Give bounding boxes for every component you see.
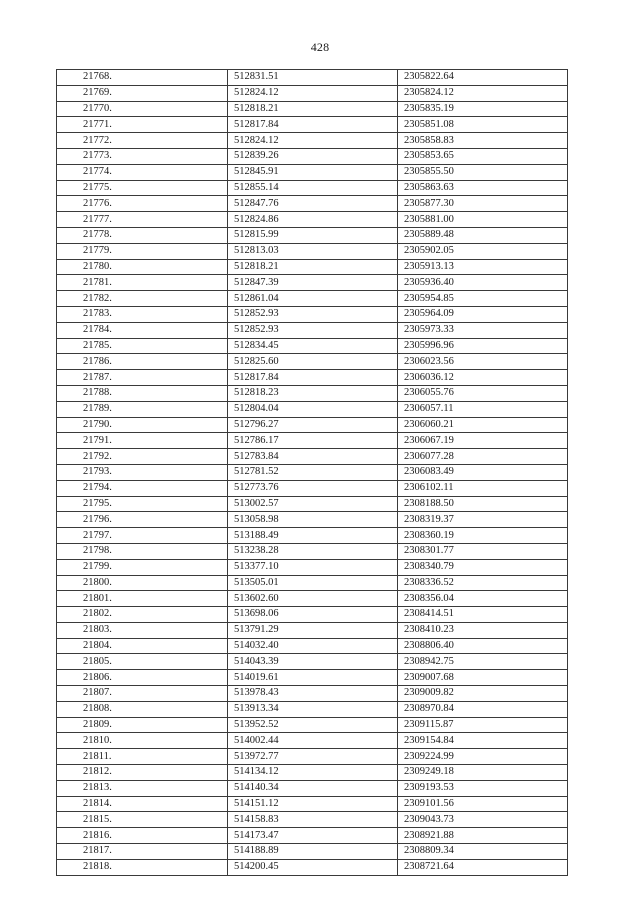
- table-row: [57, 780, 568, 796]
- point-number-cell: 21768.: [57, 70, 228, 86]
- x-coordinate-cell: 512847.76: [228, 196, 398, 212]
- y-coordinate-cell: 2308301.77: [398, 543, 568, 559]
- x-coordinate-cell: 512804.04: [228, 401, 398, 417]
- point-number-cell: 21776.: [57, 196, 228, 212]
- y-coordinate-cell: 2309007.68: [398, 670, 568, 686]
- point-number-cell: 21804.: [57, 638, 228, 654]
- x-coordinate-cell: 514032.40: [228, 638, 398, 654]
- x-coordinate-cell: 513188.49: [228, 528, 398, 544]
- x-coordinate-cell: 512824.86: [228, 212, 398, 228]
- point-number-cell: 21803.: [57, 622, 228, 638]
- y-coordinate-cell: 2305902.05: [398, 243, 568, 259]
- point-number-cell: 21773.: [57, 148, 228, 164]
- x-coordinate-cell: 514173.47: [228, 828, 398, 844]
- y-coordinate-cell: 2305913.13: [398, 259, 568, 275]
- y-coordinate-cell: 2306060.21: [398, 417, 568, 433]
- x-coordinate-cell: 512824.12: [228, 85, 398, 101]
- point-number-cell: 21799.: [57, 559, 228, 575]
- y-coordinate-cell: 2308414.51: [398, 607, 568, 623]
- y-coordinate-cell: 2306023.56: [398, 354, 568, 370]
- table-row: [57, 686, 568, 702]
- table-row: [57, 654, 568, 670]
- x-coordinate-cell: 513602.60: [228, 591, 398, 607]
- table-row: [57, 401, 568, 417]
- point-number-cell: 21779.: [57, 243, 228, 259]
- point-number-cell: 21815.: [57, 812, 228, 828]
- point-number-cell: 21769.: [57, 85, 228, 101]
- table-row: [57, 528, 568, 544]
- y-coordinate-cell: 2305889.48: [398, 227, 568, 243]
- y-coordinate-cell: 2305996.96: [398, 338, 568, 354]
- point-number-cell: 21807.: [57, 686, 228, 702]
- y-coordinate-cell: 2309009.82: [398, 686, 568, 702]
- table-row: [57, 417, 568, 433]
- point-number-cell: 21788.: [57, 385, 228, 401]
- table-row: [57, 543, 568, 559]
- point-number-cell: 21800.: [57, 575, 228, 591]
- y-coordinate-cell: 2306102.11: [398, 480, 568, 496]
- table-row: [57, 812, 568, 828]
- point-number-cell: 21778.: [57, 227, 228, 243]
- table-row: [57, 607, 568, 623]
- point-number-cell: 21796.: [57, 512, 228, 528]
- point-number-cell: 21805.: [57, 654, 228, 670]
- y-coordinate-cell: 2308319.37: [398, 512, 568, 528]
- y-coordinate-cell: 2308340.79: [398, 559, 568, 575]
- y-coordinate-cell: 2305881.00: [398, 212, 568, 228]
- point-number-cell: 21802.: [57, 607, 228, 623]
- x-coordinate-cell: 512852.93: [228, 306, 398, 322]
- y-coordinate-cell: 2306055.76: [398, 385, 568, 401]
- point-number-cell: 21812.: [57, 765, 228, 781]
- y-coordinate-cell: 2309115.87: [398, 717, 568, 733]
- y-coordinate-cell: 2305954.85: [398, 291, 568, 307]
- x-coordinate-cell: 514158.83: [228, 812, 398, 828]
- x-coordinate-cell: 514188.89: [228, 844, 398, 860]
- x-coordinate-cell: 514200.45: [228, 859, 398, 875]
- x-coordinate-cell: 514151.12: [228, 796, 398, 812]
- point-number-cell: 21798.: [57, 543, 228, 559]
- table-row: [57, 859, 568, 875]
- x-coordinate-cell: 512817.84: [228, 117, 398, 133]
- point-number-cell: 21789.: [57, 401, 228, 417]
- y-coordinate-cell: 2305964.09: [398, 306, 568, 322]
- table-row: [57, 701, 568, 717]
- table-row: [57, 828, 568, 844]
- table-row: [57, 622, 568, 638]
- x-coordinate-cell: 512834.45: [228, 338, 398, 354]
- x-coordinate-cell: 512855.14: [228, 180, 398, 196]
- y-coordinate-cell: 2309224.99: [398, 749, 568, 765]
- x-coordinate-cell: 513952.52: [228, 717, 398, 733]
- table-row: [57, 227, 568, 243]
- y-coordinate-cell: 2305936.40: [398, 275, 568, 291]
- x-coordinate-cell: 513972.77: [228, 749, 398, 765]
- table-row: [57, 291, 568, 307]
- y-coordinate-cell: 2308721.64: [398, 859, 568, 875]
- y-coordinate-cell: 2306077.28: [398, 449, 568, 465]
- table-row: [57, 844, 568, 860]
- x-coordinate-cell: 513002.57: [228, 496, 398, 512]
- y-coordinate-cell: 2305853.65: [398, 148, 568, 164]
- table-row: [57, 575, 568, 591]
- y-coordinate-cell: 2306067.19: [398, 433, 568, 449]
- table-row: [57, 275, 568, 291]
- point-number-cell: 21780.: [57, 259, 228, 275]
- y-coordinate-cell: 2305877.30: [398, 196, 568, 212]
- point-number-cell: 21771.: [57, 117, 228, 133]
- x-coordinate-cell: 513058.98: [228, 512, 398, 528]
- y-coordinate-cell: 2308336.52: [398, 575, 568, 591]
- point-number-cell: 21782.: [57, 291, 228, 307]
- y-coordinate-cell: 2306083.49: [398, 464, 568, 480]
- point-number-cell: 21801.: [57, 591, 228, 607]
- table-row: [57, 354, 568, 370]
- x-coordinate-cell: 514140.34: [228, 780, 398, 796]
- x-coordinate-cell: 513505.01: [228, 575, 398, 591]
- table-row: [57, 449, 568, 465]
- table-row: [57, 512, 568, 528]
- x-coordinate-cell: 512813.03: [228, 243, 398, 259]
- point-number-cell: 21791.: [57, 433, 228, 449]
- table-row: [57, 133, 568, 149]
- y-coordinate-cell: 2305824.12: [398, 85, 568, 101]
- y-coordinate-cell: 2308806.40: [398, 638, 568, 654]
- y-coordinate-cell: 2306057.11: [398, 401, 568, 417]
- point-number-cell: 21785.: [57, 338, 228, 354]
- y-coordinate-cell: 2305973.33: [398, 322, 568, 338]
- y-coordinate-cell: 2309043.73: [398, 812, 568, 828]
- point-number-cell: 21783.: [57, 306, 228, 322]
- point-number-cell: 21817.: [57, 844, 228, 860]
- point-number-cell: 21813.: [57, 780, 228, 796]
- table-row: [57, 749, 568, 765]
- table-row: [57, 480, 568, 496]
- point-number-cell: 21810.: [57, 733, 228, 749]
- y-coordinate-cell: 2305822.64: [398, 70, 568, 86]
- x-coordinate-cell: 514043.39: [228, 654, 398, 670]
- point-number-cell: 21818.: [57, 859, 228, 875]
- table-row: [57, 433, 568, 449]
- table-row: [57, 717, 568, 733]
- table-row: [57, 591, 568, 607]
- x-coordinate-cell: 513913.34: [228, 701, 398, 717]
- point-number-cell: 21770.: [57, 101, 228, 117]
- x-coordinate-cell: 512839.26: [228, 148, 398, 164]
- x-coordinate-cell: 513791.29: [228, 622, 398, 638]
- x-coordinate-cell: 512825.60: [228, 354, 398, 370]
- point-number-cell: 21781.: [57, 275, 228, 291]
- x-coordinate-cell: 513377.10: [228, 559, 398, 575]
- point-number-cell: 21814.: [57, 796, 228, 812]
- x-coordinate-cell: 512818.21: [228, 259, 398, 275]
- x-coordinate-cell: 512783.84: [228, 449, 398, 465]
- table-row: [57, 196, 568, 212]
- point-number-cell: 21811.: [57, 749, 228, 765]
- table-row: [57, 306, 568, 322]
- point-number-cell: 21797.: [57, 528, 228, 544]
- table-row: [57, 70, 568, 86]
- x-coordinate-cell: 512786.17: [228, 433, 398, 449]
- x-coordinate-cell: 514019.61: [228, 670, 398, 686]
- point-number-cell: 21775.: [57, 180, 228, 196]
- point-number-cell: 21806.: [57, 670, 228, 686]
- x-coordinate-cell: 513238.28: [228, 543, 398, 559]
- x-coordinate-cell: 512845.91: [228, 164, 398, 180]
- x-coordinate-cell: 512831.51: [228, 70, 398, 86]
- y-coordinate-cell: 2305863.63: [398, 180, 568, 196]
- y-coordinate-cell: 2306036.12: [398, 370, 568, 386]
- y-coordinate-cell: 2305851.08: [398, 117, 568, 133]
- y-coordinate-cell: 2305835.19: [398, 101, 568, 117]
- table-row: [57, 85, 568, 101]
- table-row: [57, 243, 568, 259]
- y-coordinate-cell: 2305858.83: [398, 133, 568, 149]
- x-coordinate-cell: 514134.12: [228, 765, 398, 781]
- coordinates-table-body: [57, 70, 568, 876]
- y-coordinate-cell: 2309101.56: [398, 796, 568, 812]
- x-coordinate-cell: 513698.06: [228, 607, 398, 623]
- y-coordinate-cell: 2308942.75: [398, 654, 568, 670]
- table-row: [57, 148, 568, 164]
- point-number-cell: 21794.: [57, 480, 228, 496]
- point-number-cell: 21808.: [57, 701, 228, 717]
- point-number-cell: 21809.: [57, 717, 228, 733]
- y-coordinate-cell: 2308970.84: [398, 701, 568, 717]
- y-coordinate-cell: 2309249.18: [398, 765, 568, 781]
- table-row: [57, 164, 568, 180]
- x-coordinate-cell: 513978.43: [228, 686, 398, 702]
- x-coordinate-cell: 512818.21: [228, 101, 398, 117]
- coordinates-table: [56, 69, 568, 876]
- point-number-cell: 21777.: [57, 212, 228, 228]
- x-coordinate-cell: 512773.76: [228, 480, 398, 496]
- table-row: [57, 496, 568, 512]
- table-row: [57, 796, 568, 812]
- y-coordinate-cell: 2308921.88: [398, 828, 568, 844]
- table-row: [57, 180, 568, 196]
- table-row: [57, 670, 568, 686]
- y-coordinate-cell: 2305855.50: [398, 164, 568, 180]
- point-number-cell: 21787.: [57, 370, 228, 386]
- x-coordinate-cell: 512824.12: [228, 133, 398, 149]
- table-row: [57, 338, 568, 354]
- table-row: [57, 322, 568, 338]
- table-row: [57, 259, 568, 275]
- point-number-cell: 21793.: [57, 464, 228, 480]
- point-number-cell: 21795.: [57, 496, 228, 512]
- table-row: [57, 101, 568, 117]
- point-number-cell: 21786.: [57, 354, 228, 370]
- y-coordinate-cell: 2308410.23: [398, 622, 568, 638]
- y-coordinate-cell: 2308356.04: [398, 591, 568, 607]
- table-row: [57, 638, 568, 654]
- table-row: [57, 733, 568, 749]
- y-coordinate-cell: 2308360.19: [398, 528, 568, 544]
- page-number: 428: [310, 40, 330, 54]
- point-number-cell: 21784.: [57, 322, 228, 338]
- point-number-cell: 21792.: [57, 449, 228, 465]
- table-row: [57, 370, 568, 386]
- y-coordinate-cell: 2309193.53: [398, 780, 568, 796]
- x-coordinate-cell: 512852.93: [228, 322, 398, 338]
- point-number-cell: 21790.: [57, 417, 228, 433]
- y-coordinate-cell: 2308809.34: [398, 844, 568, 860]
- point-number-cell: 21772.: [57, 133, 228, 149]
- point-number-cell: 21816.: [57, 828, 228, 844]
- table-row: [57, 464, 568, 480]
- x-coordinate-cell: 512796.27: [228, 417, 398, 433]
- table-row: [57, 212, 568, 228]
- y-coordinate-cell: 2309154.84: [398, 733, 568, 749]
- point-number-cell: 21774.: [57, 164, 228, 180]
- table-row: [57, 765, 568, 781]
- y-coordinate-cell: 2308188.50: [398, 496, 568, 512]
- x-coordinate-cell: 514002.44: [228, 733, 398, 749]
- x-coordinate-cell: 512818.23: [228, 385, 398, 401]
- x-coordinate-cell: 512817.84: [228, 370, 398, 386]
- x-coordinate-cell: 512847.39: [228, 275, 398, 291]
- x-coordinate-cell: 512815.99: [228, 227, 398, 243]
- table-row: [57, 559, 568, 575]
- table-row: [57, 117, 568, 133]
- x-coordinate-cell: 512861.04: [228, 291, 398, 307]
- x-coordinate-cell: 512781.52: [228, 464, 398, 480]
- table-row: [57, 385, 568, 401]
